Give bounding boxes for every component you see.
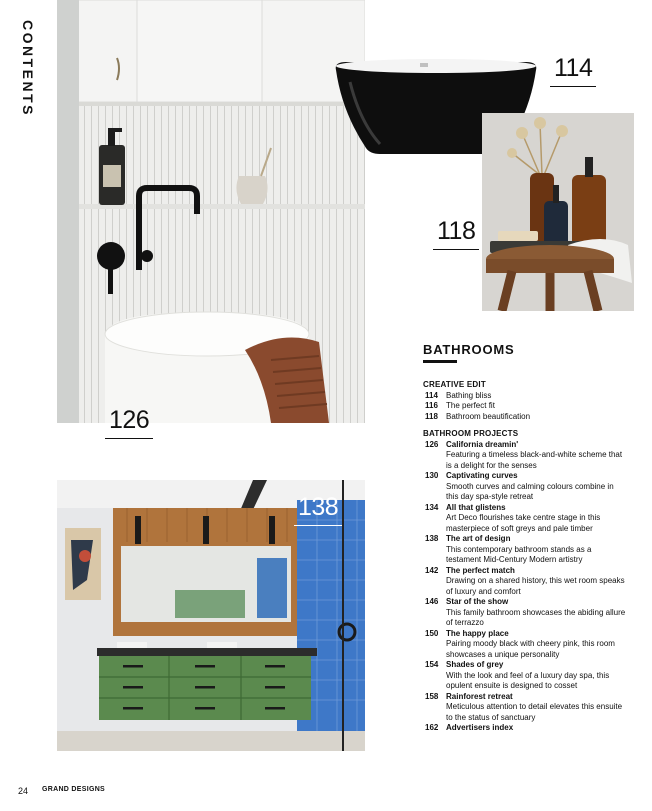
toc-entry-desc: Art Deco flourishes take centre stage in this masterpiece of soft greys and pale timber <box>446 513 601 533</box>
footer-page-number: 24 <box>18 786 29 796</box>
contents-label-text: CONTENTS <box>20 20 36 117</box>
toc-entry-title: California dreamin' <box>446 439 519 449</box>
toc-entry-page: 138 <box>425 534 439 543</box>
toc-entry-title: Bathroom beautification <box>446 411 531 421</box>
toc-entry[interactable] <box>423 503 628 535</box>
toc-entry-page: 158 <box>425 691 439 701</box>
contents-vertical-label <box>10 20 36 130</box>
toc-entry-title: Advertisers index <box>446 723 514 732</box>
page-ref-126-text: 126 <box>109 406 150 434</box>
toc-group-heading: CREATIVE EDIT <box>423 380 486 389</box>
toc-entry-desc: Pairing moody black with cheery pink, this room showcases a unique personality <box>446 639 615 659</box>
toc-entry-desc: Meticulous attention to detail elevates this ensuite to the status of sanctuary <box>446 702 623 722</box>
photo-126-illustration <box>57 0 365 423</box>
photo-bathroom-126[interactable] <box>57 0 365 423</box>
toc-entry[interactable] <box>423 692 628 724</box>
page-ref-118-underline <box>433 249 479 251</box>
toc-entry-page: 126 <box>425 439 439 449</box>
toc-entry-desc: This family bathroom showcases the abiding allure of terrazzo <box>446 607 626 627</box>
toc-entry-page: 154 <box>425 660 439 669</box>
photo-118-illustration <box>482 113 634 311</box>
toc-entry[interactable] <box>423 597 628 629</box>
toc-entry[interactable] <box>423 401 628 412</box>
toc-entry[interactable] <box>423 566 628 598</box>
toc-entry[interactable] <box>423 660 628 692</box>
photo-accessories-118[interactable] <box>482 113 634 311</box>
page-ref-114-text: 114 <box>554 54 593 82</box>
toc-entry-desc: This contemporary bathroom stands as a testament Mid-Century Modern artistry <box>446 544 592 564</box>
footer-magazine-name: GRAND DESIGNS <box>42 786 106 793</box>
toc-list <box>423 380 628 741</box>
toc-group-creative-edit <box>423 380 628 422</box>
toc-entry-page: 134 <box>425 502 439 512</box>
toc-entry-title: Star of the show <box>446 597 509 606</box>
toc-group-heading: BATHROOM PROJECTS <box>423 429 519 438</box>
toc-entry-desc: Smooth curves and calming colours combine in this day spa-style retreat <box>446 481 614 501</box>
section-title-rule <box>423 360 457 363</box>
toc-entry-page: 114 <box>425 390 438 400</box>
toc-entry-title: The art of design <box>446 534 511 543</box>
toc-entry-title: The perfect match <box>446 565 515 575</box>
toc-entry-title: Bathing bliss <box>446 390 492 400</box>
toc-entry[interactable] <box>423 391 628 402</box>
toc-entry[interactable] <box>423 534 628 566</box>
toc-entry[interactable] <box>423 629 628 661</box>
toc-entry-page: 118 <box>425 411 438 421</box>
page-ref-126[interactable] <box>109 408 149 433</box>
toc-entry[interactable] <box>423 440 628 472</box>
toc-entry-title: Rainforest retreat <box>446 691 513 701</box>
toc-group-bathroom-projects <box>423 429 628 734</box>
page-ref-114[interactable] <box>554 56 592 81</box>
toc-entry-title: The perfect fit <box>446 401 495 410</box>
toc-entry-desc: With the look and feel of a luxury day spa, this opulent ensuite is designed to cosset <box>446 670 610 690</box>
toc-entry[interactable] <box>423 723 628 734</box>
toc-entry-page: 162 <box>425 723 439 732</box>
section-title: BATHROOMS <box>423 342 515 357</box>
toc-entry-title: All that glistens <box>446 502 506 512</box>
toc-entry[interactable] <box>423 412 628 423</box>
toc-entry-page: 142 <box>425 565 439 575</box>
page-ref-126-underline <box>105 438 153 440</box>
toc-entry-title: Shades of grey <box>446 660 504 669</box>
page-ref-118-text: 118 <box>437 217 476 245</box>
page-ref-114-underline <box>550 86 596 88</box>
page-ref-138-text: 138 <box>298 493 339 521</box>
toc-entry-desc: Featuring a timeless black-and-white scheme that is a delight for the senses <box>446 450 623 470</box>
toc-entry-page: 130 <box>425 471 439 480</box>
toc-entry[interactable] <box>423 471 628 503</box>
toc-entry-title: The happy place <box>446 628 509 638</box>
toc-entry-title: Captivating curves <box>446 471 518 480</box>
toc-entry-page: 146 <box>425 597 439 606</box>
toc-entry-desc: Drawing on a shared history, this wet room speaks of luxury and comfort <box>446 576 625 596</box>
toc-entry-page: 150 <box>425 628 439 638</box>
toc-entry-page: 116 <box>425 401 438 410</box>
page-ref-138[interactable] <box>298 495 338 520</box>
page-ref-138-underline <box>294 525 342 527</box>
page-ref-118[interactable] <box>437 219 475 244</box>
